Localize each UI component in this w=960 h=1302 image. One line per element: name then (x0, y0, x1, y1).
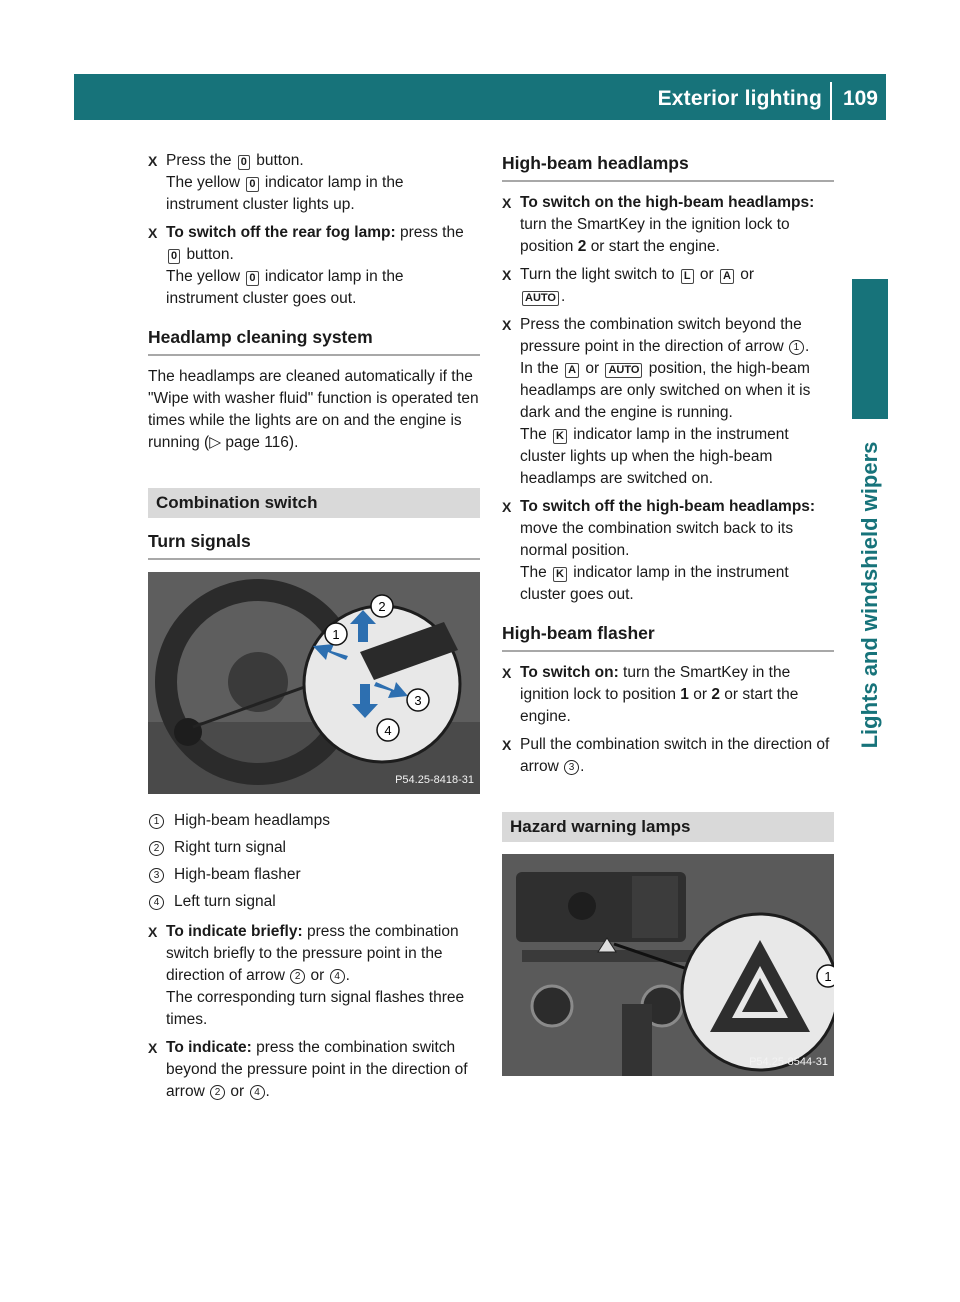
step-switch-off-fog: X To switch off the rear fog lamp: press the 0 button. The yellow 0 indicator lamp in the instrument cluster goes out. (148, 224, 464, 307)
light-switch-a-icon: A (565, 363, 579, 378)
side-tab-label: Lights and windshield wipers (857, 441, 882, 749)
step-marker-icon: X (148, 225, 158, 241)
rear-fog-lamp-icon: 0 (238, 155, 250, 170)
left-column (148, 150, 480, 1109)
hazard-warning-illustration (502, 854, 834, 1076)
rear-fog-lamp-icon: 0 (246, 177, 258, 192)
callout-3: 3 (414, 693, 422, 708)
section-combination-switch: Combination switch (148, 488, 480, 518)
high-beam-icon: K (553, 429, 567, 444)
rear-fog-lamp-icon: 0 (168, 249, 180, 264)
hazard-button-photo (502, 854, 834, 1076)
legend-item-3: 3 High-beam flasher (148, 864, 480, 886)
step-marker-icon: X (502, 195, 512, 211)
combination-switch-illustration (148, 572, 480, 794)
low-beam-icon: L (681, 269, 694, 284)
callout-2: 2 (378, 599, 386, 614)
step-switch-off-high-beam: X To switch off the high-beam headlamps: move the combination switch back to its normal position. The K indicator lamp in the instrument cluster goes out. (502, 498, 816, 603)
legend-item-2: 2 Right turn signal (148, 837, 480, 859)
step-pull-combination-switch: X Pull the combination switch in the direction of arrow 3 . (502, 736, 830, 775)
step-marker-icon: X (502, 665, 512, 681)
callout-1: 1 (332, 627, 340, 642)
step-marker-icon: X (148, 1040, 158, 1056)
combination-switch-photo (148, 572, 480, 794)
right-column (502, 150, 834, 1092)
step-indicate-briefly: X To indicate briefly: press the combination switch briefly to the pressure point in the direction of arrow 2 or 4 . The corresponding turn signal flashes three times. (148, 923, 465, 1028)
page-section-title: Exterior lighting (657, 87, 822, 110)
step-turn-light-switch: X Turn the light switch to L or A or AUTO . (502, 266, 755, 305)
step-press-fog-button: X Press the 0 button. The yellow 0 indicator lamp in the instrument cluster lights up. (148, 152, 404, 213)
auto-light-icon: AUTO (605, 363, 642, 378)
heading-high-beam: High-beam headlamps (502, 152, 834, 182)
step-switch-on-high-beam: X To switch on the high-beam headlamps: turn the SmartKey in the ignition lock to position 2 or start the engine. (502, 194, 815, 255)
header-bar (74, 74, 886, 120)
rear-fog-lamp-icon: 0 (246, 271, 258, 286)
cleaning-paragraph: The headlamps are cleaned automatically if the "Wipe with washer fluid" function is operated ten times while the lights are on and the engine is running (▷ page 116). (148, 368, 479, 451)
header-separator (830, 82, 832, 120)
section-hazard-warning: Hazard warning lamps (502, 812, 834, 842)
legend-item-1: 1 High-beam headlamps (148, 810, 480, 832)
step-marker-icon: X (502, 737, 512, 753)
step-marker-icon: X (148, 153, 158, 169)
page-number: 109 (842, 87, 878, 110)
legend-item-4: 4 Left turn signal (148, 891, 480, 913)
step-indicate: X To indicate: press the combination switch beyond the pressure point in the direction of arrow 2 or 4 . (148, 1039, 468, 1100)
light-switch-a-icon: A (720, 269, 734, 284)
step-marker-icon: X (502, 317, 512, 333)
page-ref-icon: ▷ (209, 434, 222, 451)
photo-code: P54.25-8418-31 (395, 774, 474, 786)
step-marker-icon: X (148, 924, 158, 940)
heading-high-beam-flasher: High-beam flasher (502, 622, 834, 652)
high-beam-icon: K (553, 567, 567, 582)
auto-light-icon: AUTO (522, 291, 559, 306)
step-marker-icon: X (502, 499, 512, 515)
side-tab-block (852, 279, 888, 419)
step-flasher-switch-on: X To switch on: turn the SmartKey in the ignition lock to position 1 or 2 or start the engine. (502, 664, 799, 725)
photo-code: P54.25-8544-31 (749, 1056, 828, 1068)
step-press-combination-switch: X Press the combination switch beyond the pressure point in the direction of arrow 1 . In the A or AUTO position, the high-beam headlamps are only switched on when it is dark and the engine is running. The K indicator lamp in the instrument cluster lights up when the high-beam headlamps are switched on. (502, 316, 811, 487)
callout-1: 1 (824, 969, 832, 984)
callout-4: 4 (384, 723, 392, 738)
step-marker-icon: X (502, 267, 512, 283)
heading-headlamp-cleaning: Headlamp cleaning system (148, 326, 480, 356)
heading-turn-signals: Turn signals (148, 530, 480, 560)
